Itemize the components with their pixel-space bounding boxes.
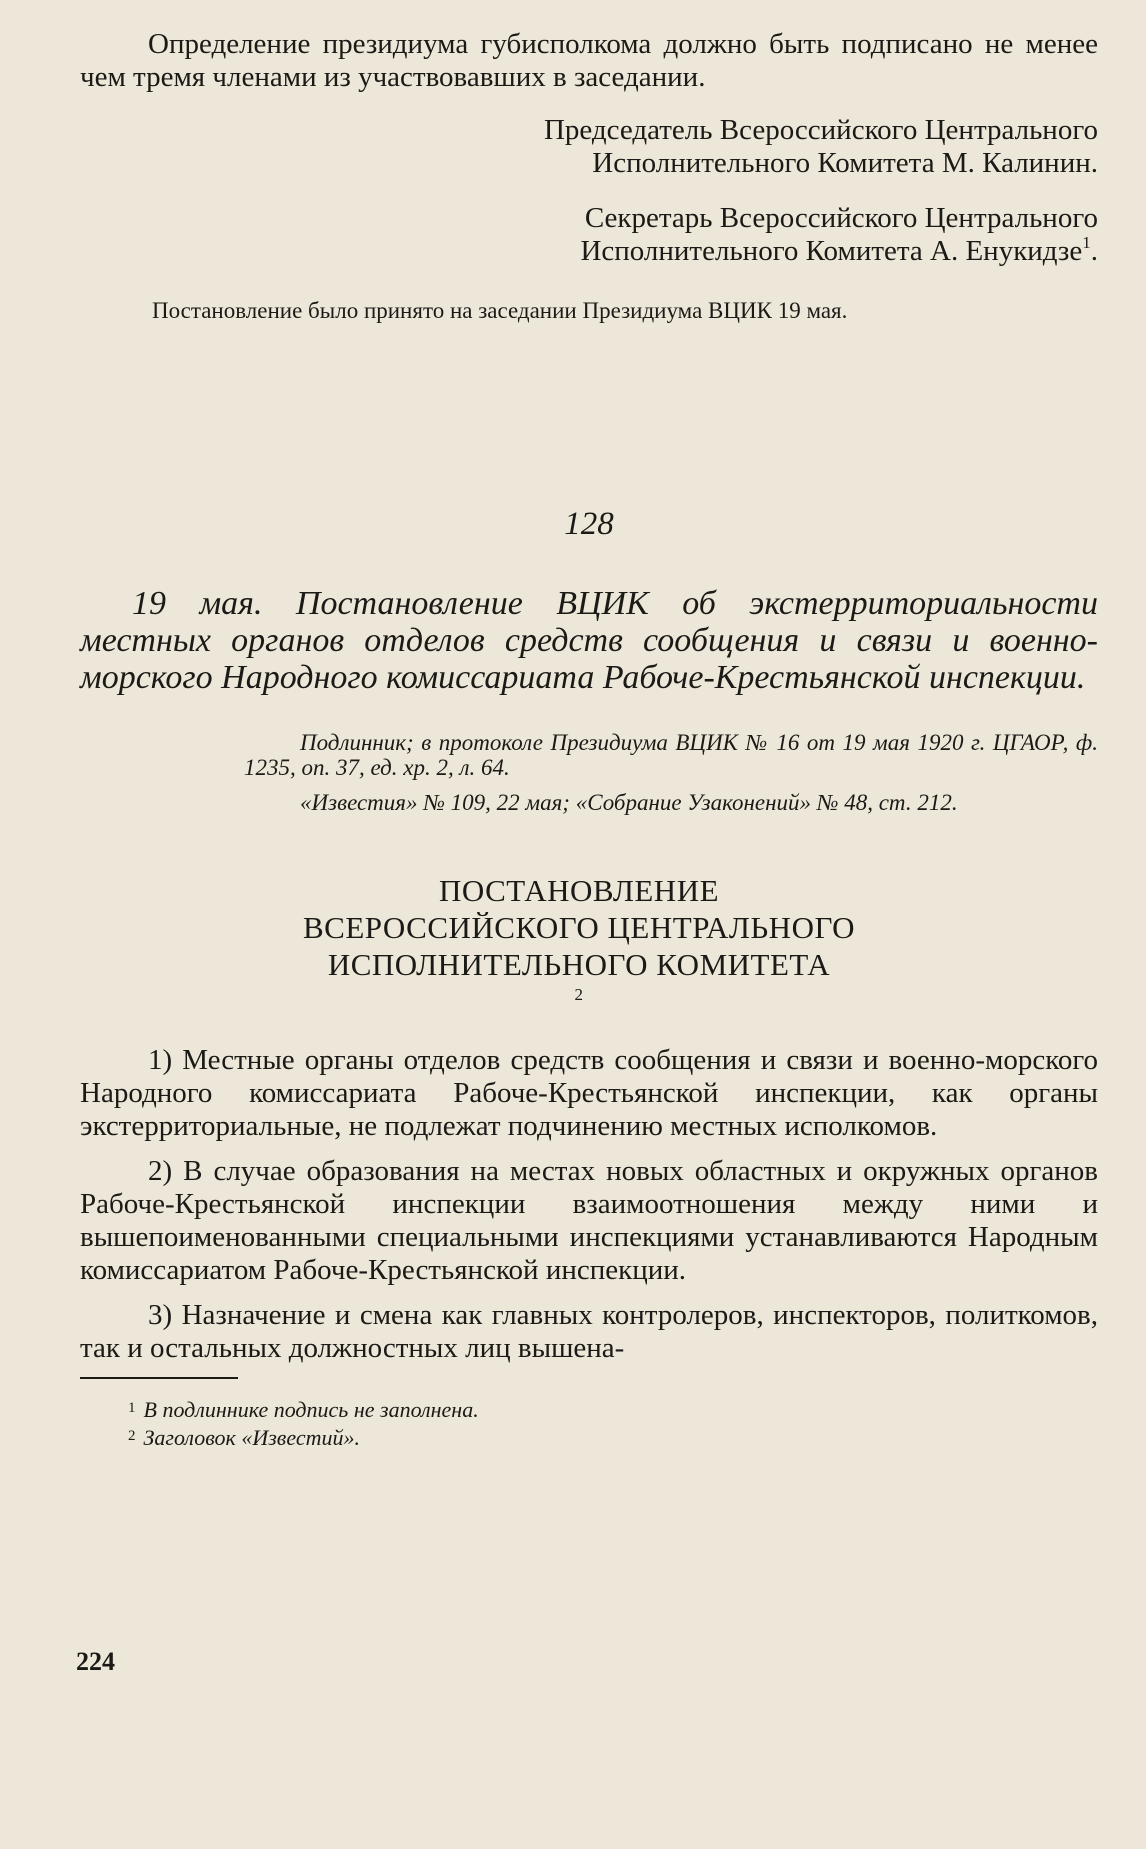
source-references bbox=[244, 730, 1098, 815]
footnote-1 bbox=[128, 1395, 1098, 1423]
footnote-1-marker: 1 bbox=[128, 1400, 136, 1416]
signature-secretary-line2-wrap: Исполнительного Комитета А. Енукидзе$^1$. bbox=[580, 233, 1098, 267]
footnote-divider bbox=[80, 1377, 238, 1379]
footnote-2 bbox=[128, 1423, 1098, 1451]
footnote-2-text: Заголовок «Известий». bbox=[143, 1425, 360, 1450]
articles-list bbox=[80, 1044, 1098, 1365]
document-title: 19 мая. Постановление ВЦИК об экстерриториальности местных органов отделов средств сообщения и связи и военно-морского Народного комиссариата Рабоче-Крестьянской инспекции. bbox=[80, 585, 1098, 696]
footnote-marker-2: 2 bbox=[574, 985, 584, 1004]
document-number: 128 bbox=[564, 506, 614, 542]
source-original: Подлинник; в протоколе Президиума ВЦИК № 16 от 19 мая 1920 г. ЦГАОР, ф. 1235, оп. 37, ед. хр. 2, л. 64. bbox=[244, 730, 1098, 780]
footnote-2-marker: 2 bbox=[128, 1428, 136, 1444]
heading-line3-wrap bbox=[80, 946, 1078, 1020]
intro-paragraph: Определение президиума губисполкома должно быть подписано не менее чем тремя членами из участвовавших в заседании. bbox=[80, 28, 1098, 93]
footnote-1-text: В подлиннике подпись не заполнена. bbox=[143, 1397, 479, 1422]
article-3: 3) Назначение и смена как главных контролеров, инспекторов, политкомов, так и остальных должностных лиц вышена- bbox=[80, 1299, 1098, 1364]
footnotes bbox=[80, 1395, 1098, 1451]
resolution-heading bbox=[80, 872, 1098, 1020]
signature-secretary-line1: Секретарь Всероссийского Центрального bbox=[584, 202, 1098, 234]
heading-line2: ВСЕРОССИЙСКОГО ЦЕНТРАЛЬНОГО bbox=[302, 910, 855, 945]
signature-chairman bbox=[80, 114, 1098, 180]
signature-chairman-line1: Председатель Всероссийского Центрального bbox=[543, 114, 1098, 146]
page-content bbox=[80, 28, 1098, 1451]
article-2: 2) В случае образования на местах новых областных и окружных органов Рабоче-Крестьянской инспекции взаимоотношения между ними и вышепоименованными специальными инспекциями устанавливаются Народным комиссариатом Рабоче-Крестьянской инспекции. bbox=[80, 1155, 1098, 1286]
article-1: 1) Местные органы отделов средств сообщения и связи и военно-морского Народного комиссариата Рабоче-Крестьянской инспекции, как органы экстерриториальные, не подлежат подчинению местных исполкомов. bbox=[80, 1044, 1098, 1142]
signature-chairman-line2: Исполнительного Комитета М. Калинин. bbox=[592, 147, 1098, 179]
signature-secretary bbox=[80, 202, 1098, 268]
signature-secretary-line2: Исполнительного Комитета А. Енукидзе bbox=[580, 235, 1083, 267]
page-number: 224 bbox=[76, 1647, 115, 1676]
heading-line1: ПОСТАНОВЛЕНИЕ bbox=[438, 873, 720, 908]
adoption-note: Постановление было принято на заседании Президиума ВЦИК 19 мая. bbox=[152, 298, 848, 323]
heading-line3: ИСПОЛНИТЕЛЬНОГО КОМИТЕТА bbox=[327, 947, 831, 982]
source-publication: «Известия» № 109, 22 мая; «Собрание Узаконений» № 48, ст. 212. bbox=[300, 790, 958, 815]
footnote-marker-1: 1 bbox=[1082, 233, 1091, 252]
